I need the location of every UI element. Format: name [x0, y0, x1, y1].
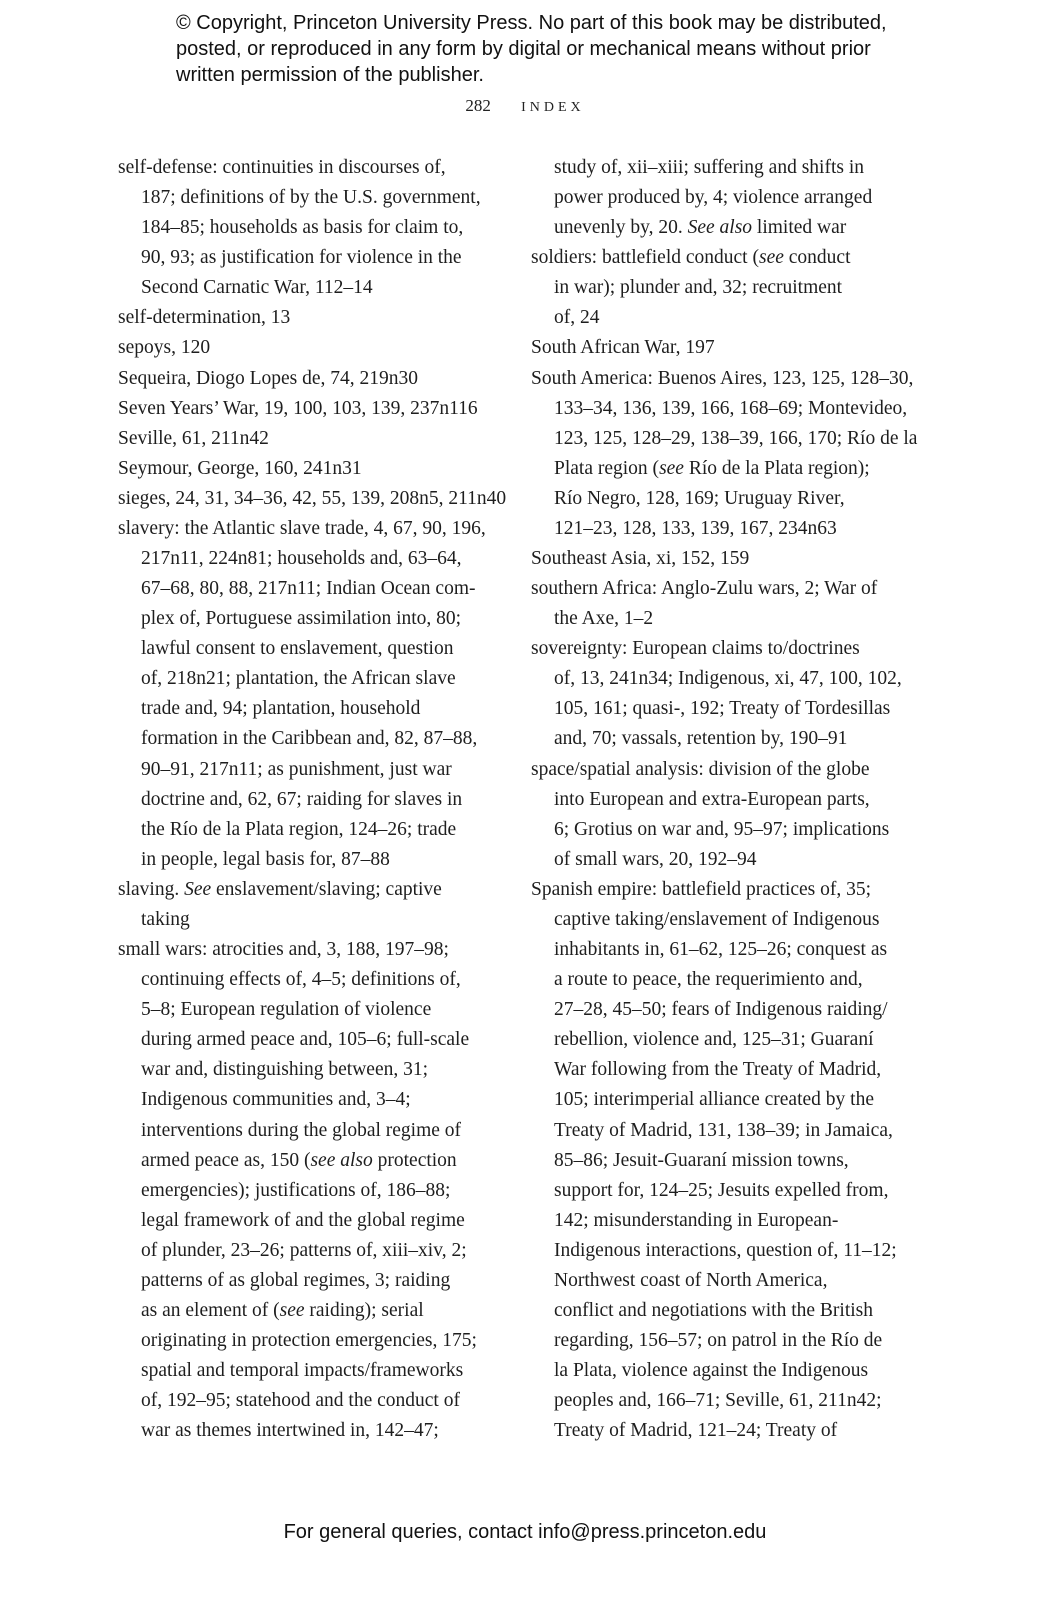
entry-text: the Río de la Plata region, 124–26; trade: [141, 818, 457, 840]
entry-text: sovereignty: European claims to/doctrines: [531, 638, 860, 660]
entry-text: 5–8; European regulation of violence: [141, 999, 432, 1021]
index-entry: [531, 755, 917, 875]
index-entry-line: [118, 1296, 506, 1326]
index-entry-line: [118, 484, 506, 514]
entry-text: inhabitants in, 61–62, 125–26; conquest as: [554, 939, 888, 961]
entry-text: slavery: the Atlantic slave trade, 4, 67, 90, 196,: [118, 517, 486, 539]
index-entry-line: [118, 544, 506, 574]
entry-text: in war); plunder and, 32; recruitment: [554, 277, 843, 299]
cross-reference-label: See also: [687, 217, 753, 239]
section-title: INDEX: [521, 100, 585, 115]
copyright-notice: © Copyright, Princeton University Press. No part of this book may be distributed, posted, or reproduced in any form by digital or mechanical means without prior written permission of the publisher.: [176, 12, 887, 86]
entry-text: sieges, 24, 31, 34–36, 42, 55, 139, 208n5, 211n40: [118, 487, 507, 509]
entry-text: Treaty of Madrid, 131, 138–39; in Jamaica,: [554, 1119, 893, 1141]
index-entry-line: [118, 454, 506, 484]
index-entry-line: [531, 905, 917, 935]
entry-text: of, 24: [554, 307, 600, 329]
entry-text: interventions during the global regime of: [141, 1119, 462, 1141]
entry-text: soldiers: battlefield conduct (: [531, 247, 759, 269]
index-entry-line: [531, 213, 917, 243]
entry-text: 105, 161; quasi-, 192; Treaty of Tordesillas: [554, 698, 891, 720]
index-entry-line: [118, 815, 506, 845]
index-entry-line: [118, 514, 506, 544]
index-entry-line: [118, 604, 506, 634]
index-entry: [118, 875, 506, 935]
index-entry-line: [118, 364, 506, 394]
index-entry-line: [531, 1236, 917, 1266]
entry-text: study of, xii–xiii; suffering and shifts in: [554, 157, 865, 178]
index-entry-line: [118, 213, 506, 243]
entry-text: self-defense: continuities in discourses of,: [118, 157, 446, 178]
entry-text: and, 70; vassals, retention by, 190–91: [554, 728, 848, 750]
entry-text: slaving.: [118, 878, 185, 900]
entry-text: 142; misunderstanding in European-: [554, 1209, 839, 1231]
entry-text: South America: Buenos Aires, 123, 125, 128–30,: [531, 367, 914, 389]
entry-text: Southeast Asia, xi, 152, 159: [531, 548, 750, 570]
index-entry: [118, 333, 506, 363]
index-entry: [118, 153, 506, 303]
entry-text: Río de la Plata region);: [683, 457, 870, 479]
index-entry-line: [118, 243, 506, 273]
index-entry: [531, 243, 917, 333]
index-entry-line: [531, 785, 917, 815]
entry-text: 123, 125, 128–29, 138–39, 166, 170; Río de la: [554, 427, 918, 449]
entry-text: lawful consent to enslavement, question: [141, 638, 454, 660]
entry-text: Second Carnatic War, 112–14: [141, 277, 373, 299]
entry-text: peoples and, 166–71; Seville, 61, 211n42;: [554, 1390, 882, 1412]
index-entry-line: [531, 845, 917, 875]
index-entry-line: [531, 995, 917, 1025]
entry-text: doctrine and, 62, 67; raiding for slaves in: [141, 788, 463, 810]
index-entry-line: [118, 153, 506, 183]
index-entry-line: [531, 1386, 917, 1416]
entry-text: small wars: atrocities and, 3, 188, 197–98;: [118, 939, 449, 961]
entry-text: raiding); serial: [304, 1299, 424, 1321]
index-entry-line: [531, 724, 917, 754]
entry-text: 217n11, 224n81; households and, 63–64,: [141, 548, 462, 570]
index-entry-line: [531, 815, 917, 845]
entry-text: sepoys, 120: [118, 337, 211, 359]
entry-text: taking: [141, 908, 190, 930]
cross-reference-label: see also: [310, 1149, 373, 1171]
index-entry: [118, 364, 506, 394]
index-entry: [118, 935, 506, 1446]
index-entry-line: [531, 574, 917, 604]
index-entry-line: [118, 574, 506, 604]
cross-reference-label: See: [184, 878, 212, 900]
index-entry: [118, 454, 506, 484]
entry-text: 27–28, 45–50; fears of Indigenous raiding/: [554, 999, 888, 1021]
index-entry-line: [531, 243, 917, 273]
cross-reference-label: see: [659, 457, 684, 479]
index-entry-line: [531, 1326, 917, 1356]
entry-text: 133–34, 136, 139, 166, 168–69; Montevideo,: [554, 397, 908, 419]
entry-text: of, 218n21; plantation, the African slave: [141, 668, 456, 690]
entry-text: la Plata, violence against the Indigenous: [554, 1360, 869, 1382]
entry-text: support for, 124–25; Jesuits expelled from,: [554, 1179, 889, 1201]
footer-contact: For general queries, contact info@press.princeton.edu: [283, 1521, 767, 1543]
index-entry-line: [118, 965, 506, 995]
index-entry-line: [531, 1146, 917, 1176]
index-entry-line: [531, 1085, 917, 1115]
entry-text: South African War, 197: [531, 337, 715, 359]
index-entry-line: [531, 634, 917, 664]
index-entry-line: [118, 424, 506, 454]
index-entry-line: [118, 394, 506, 424]
index-entry-line: [118, 724, 506, 754]
index-entry-line: [118, 1146, 506, 1176]
index-entry-line: [531, 1055, 917, 1085]
index-entry-line: [531, 544, 917, 574]
entry-text: Northwest coast of North America,: [554, 1269, 828, 1291]
index-entry-line: [531, 1025, 917, 1055]
entry-text: during armed peace and, 105–6; full-scale: [141, 1029, 470, 1051]
index-entry-line: [118, 1025, 506, 1055]
index-entry-line: [531, 153, 917, 183]
index-entry-line: [531, 1296, 917, 1326]
index-entry-line: [118, 1326, 506, 1356]
index-entry: [531, 634, 917, 754]
entry-text: limited war: [752, 217, 847, 239]
entry-text: protection: [372, 1149, 457, 1171]
index-entry-line: [531, 1266, 917, 1296]
entry-text: patterns of as global regimes, 3; raiding: [141, 1269, 451, 1291]
entry-text: War following from the Treaty of Madrid,: [554, 1059, 882, 1081]
index-entry-line: [118, 333, 506, 363]
index-entry-line: [118, 1116, 506, 1146]
entry-text: power produced by, 4; violence arranged: [554, 187, 873, 209]
index-entry-line: [531, 1356, 917, 1386]
index-entry-line: [531, 664, 917, 694]
index-entry-line: [531, 875, 917, 905]
entry-text: Seven Years’ War, 19, 100, 103, 139, 237n116: [118, 397, 478, 419]
entry-text: 105; interimperial alliance created by the: [554, 1089, 874, 1111]
entry-text: southern Africa: Anglo-Zulu wars, 2; War of: [531, 578, 878, 600]
entry-text: armed peace as, 150 (: [141, 1149, 311, 1171]
index-entry-line: [118, 1085, 506, 1115]
entry-text: self-determination, 13: [118, 307, 291, 329]
index-entry-line: [531, 1416, 917, 1446]
index-entry-line: [118, 1416, 506, 1446]
index-entry-line: [531, 935, 917, 965]
index-entry: [118, 303, 506, 333]
cross-reference-label: see: [758, 247, 784, 269]
page-number: 282: [465, 96, 491, 115]
entry-text: 184–85; households as basis for claim to,: [141, 217, 464, 239]
index-entry-line: [531, 364, 917, 394]
index-entry-line: [531, 514, 917, 544]
index-entry-line: [531, 484, 917, 514]
index-entry-line: [118, 1176, 506, 1206]
index-entry-line: [118, 995, 506, 1025]
index-entry-line: [118, 755, 506, 785]
entry-text: of, 192–95; statehood and the conduct of: [141, 1390, 460, 1412]
index-entry-line: [531, 454, 917, 484]
cross-reference-label: see: [279, 1299, 305, 1321]
entry-text: Treaty of Madrid, 121–24; Treaty of: [554, 1420, 838, 1442]
entry-text: conduct: [783, 247, 851, 269]
entry-text: plex of, Portuguese assimilation into, 80;: [141, 608, 462, 630]
index-entry: [118, 514, 506, 875]
index-entry-line: [531, 604, 917, 634]
index-entry-line: [118, 1055, 506, 1085]
index-entry-line: [118, 664, 506, 694]
entry-text: a route to peace, the requerimiento and,: [554, 969, 863, 991]
index-entry-line: [118, 303, 506, 333]
index-entry: [118, 424, 506, 454]
entry-text: 121–23, 128, 133, 139, 167, 234n63: [554, 517, 837, 539]
index-entry-line: [118, 634, 506, 664]
index-entry-line: [118, 1356, 506, 1386]
index-entry-line: [531, 1206, 917, 1236]
entry-text: trade and, 94; plantation, household: [141, 698, 421, 720]
entry-text: space/spatial analysis: division of the globe: [531, 758, 870, 780]
index-entry-line: [118, 694, 506, 724]
entry-text: regarding, 156–57; on patrol in the Río de: [554, 1330, 883, 1352]
entry-text: the Axe, 1–2: [554, 608, 654, 630]
entry-text: 90–91, 217n11; as punishment, just war: [141, 758, 452, 780]
entry-text: emergencies); justifications of, 186–88;: [141, 1179, 451, 1201]
entry-text: Indigenous interactions, question of, 11–12;: [554, 1239, 897, 1261]
entry-text: war and, distinguishing between, 31;: [141, 1059, 429, 1081]
entry-text: Spanish empire: battlefield practices of, 35;: [531, 878, 872, 900]
entry-text: 85–86; Jesuit-Guaraní mission towns,: [554, 1149, 849, 1171]
entry-text: legal framework of and the global regime: [141, 1209, 465, 1231]
entry-text: into European and extra-European parts,: [554, 788, 870, 810]
index-entry-line: [531, 1116, 917, 1146]
entry-text: as an element of (: [141, 1299, 280, 1321]
entry-text: unevenly by, 20.: [554, 217, 688, 239]
index-entry-line: [118, 183, 506, 213]
index-column-right: [531, 153, 917, 1446]
index-entry-line: [531, 183, 917, 213]
index-entry-line: [118, 845, 506, 875]
entry-text: Sequeira, Diogo Lopes de, 74, 219n30: [118, 367, 419, 389]
index-entry-line: [118, 935, 506, 965]
entry-text: Plata region (: [554, 457, 660, 479]
running-head: [0, 96, 1050, 116]
index-entry-line: [118, 875, 506, 905]
entry-text: 67–68, 80, 88, 217n11; Indian Ocean com-: [141, 578, 476, 600]
entry-text: Río Negro, 128, 169; Uruguay River,: [554, 487, 845, 509]
index-entry-line: [531, 273, 917, 303]
index-entry: [531, 574, 917, 634]
index-entry-line: [531, 755, 917, 785]
entry-text: captive taking/enslavement of Indigenous: [554, 908, 880, 930]
index-entry: [531, 153, 917, 243]
index-entry: [531, 364, 917, 544]
entry-text: formation in the Caribbean and, 82, 87–88,: [141, 728, 478, 750]
index-entry-line: [531, 424, 917, 454]
entry-text: war as themes intertwined in, 142–47;: [141, 1420, 439, 1442]
entry-text: of, 13, 241n34; Indigenous, xi, 47, 100, 102,: [554, 668, 902, 690]
index-entry: [531, 544, 917, 574]
index-entry-line: [531, 394, 917, 424]
index-entry: [118, 394, 506, 424]
entry-text: 187; definitions of by the U.S. government,: [141, 187, 481, 209]
index-entry-line: [531, 303, 917, 333]
entry-text: of small wars, 20, 192–94: [554, 848, 757, 870]
entry-text: in people, legal basis for, 87–88: [141, 848, 390, 870]
index-entry-line: [531, 333, 917, 363]
index-entry-line: [118, 1206, 506, 1236]
index-entry-line: [118, 1266, 506, 1296]
index-entry: [531, 333, 917, 363]
entry-text: rebellion, violence and, 125–31; Guaraní: [554, 1029, 874, 1051]
entry-text: spatial and temporal impacts/frameworks: [141, 1360, 464, 1382]
index-entry-line: [531, 965, 917, 995]
index-entry-line: [118, 785, 506, 815]
entry-text: Seville, 61, 211n42: [118, 427, 269, 449]
index-entry: [118, 484, 506, 514]
index-entry-line: [118, 1236, 506, 1266]
index-entry-line: [118, 905, 506, 935]
index-entry: [531, 875, 917, 1446]
entry-text: Seymour, George, 160, 241n31: [118, 457, 362, 479]
entry-text: continuing effects of, 4–5; definitions of,: [141, 969, 461, 991]
entry-text: 90, 93; as justification for violence in the: [141, 247, 462, 269]
index-entry-line: [531, 694, 917, 724]
entry-text: conflict and negotiations with the British: [554, 1299, 873, 1321]
entry-text: 6; Grotius on war and, 95–97; implications: [554, 818, 890, 840]
entry-text: Indigenous communities and, 3–4;: [141, 1089, 411, 1111]
entry-text: of plunder, 23–26; patterns of, xiii–xiv, 2;: [141, 1239, 467, 1261]
index-column-left: [118, 153, 506, 1446]
entry-text: enslavement/slaving; captive: [211, 878, 442, 900]
index-entry-line: [531, 1176, 917, 1206]
entry-text: originating in protection emergencies, 175;: [141, 1330, 477, 1352]
index-entry-line: [118, 273, 506, 303]
index-entry-line: [118, 1386, 506, 1416]
